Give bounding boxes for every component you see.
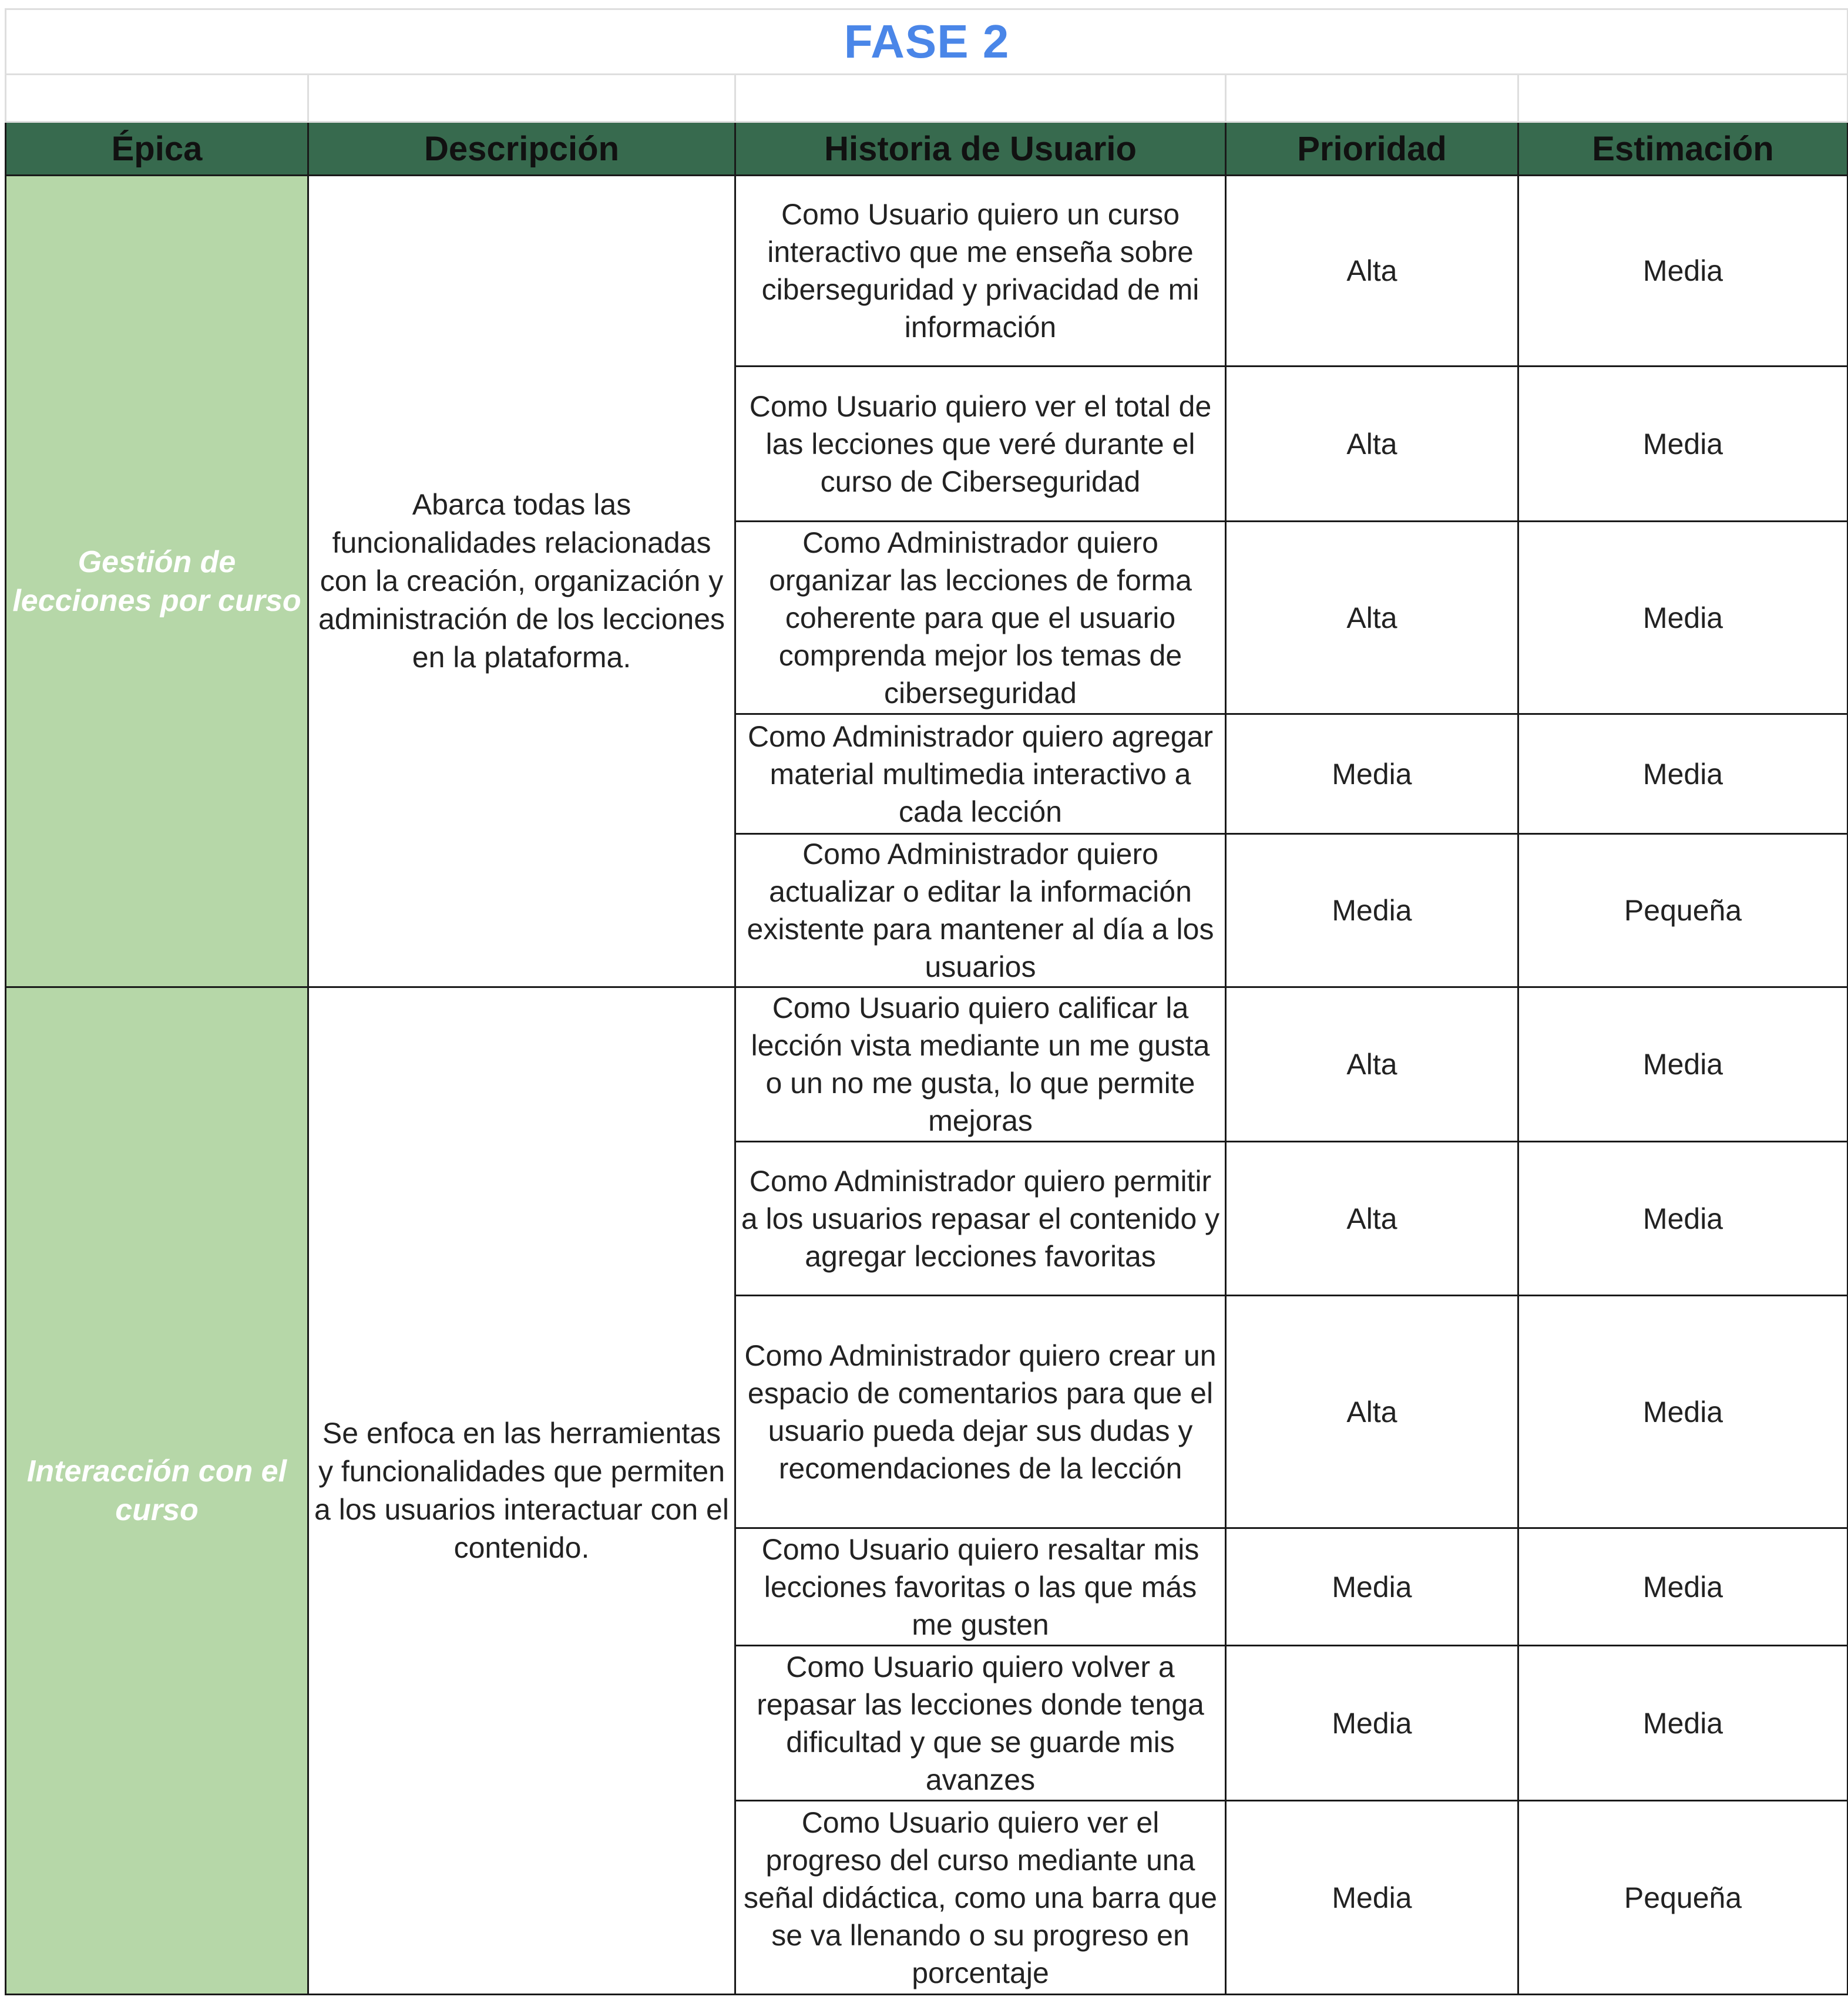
story-cell[interactable]: Como Usuario quiero volver a repasar las lecciones donde tenga dificultad y que se guarde mis avanzes xyxy=(735,1646,1226,1801)
epic-cell[interactable]: Gestión de lecciones por curso xyxy=(6,176,308,987)
story-cell[interactable]: Como Usuario quiero ver el progreso del curso mediante una señal didáctica, como una barra que se va llenando o su progreso en porcentaje xyxy=(735,1801,1226,1995)
estimate-cell[interactable]: Media xyxy=(1518,1528,1848,1646)
priority-cell[interactable]: Media xyxy=(1226,1801,1518,1995)
backlog-table xyxy=(5,8,1848,1995)
empty-cell[interactable] xyxy=(1518,75,1848,122)
estimate-cell[interactable]: Media xyxy=(1518,987,1848,1142)
priority-cell[interactable]: Media xyxy=(1226,1646,1518,1801)
empty-cell[interactable] xyxy=(6,75,308,122)
priority-cell[interactable]: Alta xyxy=(1226,1296,1518,1528)
empty-cell[interactable] xyxy=(1226,75,1518,122)
table-row xyxy=(6,176,1848,367)
estimate-cell[interactable]: Media xyxy=(1518,1142,1848,1296)
description-cell[interactable]: Se enfoca en las herramientas y funcionalidades que permiten a los usuarios interactuar con el contenido. xyxy=(308,987,735,1995)
story-cell[interactable]: Como Administrador quiero agregar material multimedia interactivo a cada lección xyxy=(735,714,1226,834)
story-cell[interactable]: Como Administrador quiero crear un espacio de comentarios para que el usuario pueda dejar sus dudas y recomendaciones de la lección xyxy=(735,1296,1226,1528)
priority-cell[interactable]: Alta xyxy=(1226,987,1518,1142)
estimate-cell[interactable]: Media xyxy=(1518,522,1848,714)
page-title: FASE 2 xyxy=(6,9,1848,75)
estimate-cell[interactable]: Media xyxy=(1518,1296,1848,1528)
estimate-cell[interactable]: Pequeña xyxy=(1518,1801,1848,1995)
priority-cell[interactable]: Media xyxy=(1226,1528,1518,1646)
priority-cell[interactable]: Media xyxy=(1226,834,1518,987)
empty-cell[interactable] xyxy=(735,75,1226,122)
estimate-cell[interactable]: Media xyxy=(1518,1646,1848,1801)
story-cell[interactable]: Como Usuario quiero un curso interactivo que me enseña sobre ciberseguridad y privacidad de mi información xyxy=(735,176,1226,367)
empty-cell[interactable] xyxy=(308,75,735,122)
description-cell[interactable]: Abarca todas las funcionalidades relacionadas con la creación, organización y administración de los lecciones en la plataforma. xyxy=(308,176,735,987)
priority-cell[interactable]: Media xyxy=(1226,714,1518,834)
header-story: Historia de Usuario xyxy=(735,122,1226,176)
story-cell[interactable]: Como Administrador quiero actualizar o editar la información existente para mantener al día a los usuarios xyxy=(735,834,1226,987)
story-cell[interactable]: Como Usuario quiero ver el total de las lecciones que veré durante el curso de Ciberseguridad xyxy=(735,367,1226,522)
priority-cell[interactable]: Alta xyxy=(1226,176,1518,367)
story-cell[interactable]: Como Administrador quiero permitir a los usuarios repasar el contenido y agregar lecciones favoritas xyxy=(735,1142,1226,1296)
epic-cell[interactable]: Interacción con el curso xyxy=(6,987,308,1995)
header-estimate: Estimación xyxy=(1518,122,1848,176)
estimate-cell[interactable]: Media xyxy=(1518,714,1848,834)
header-priority: Prioridad xyxy=(1226,122,1518,176)
story-cell[interactable]: Como Usuario quiero calificar la lección vista mediante un me gusta o un no me gusta, lo que permite mejoras xyxy=(735,987,1226,1142)
estimate-cell[interactable]: Media xyxy=(1518,176,1848,367)
priority-cell[interactable]: Alta xyxy=(1226,367,1518,522)
estimate-cell[interactable]: Media xyxy=(1518,367,1848,522)
story-cell[interactable]: Como Usuario quiero resaltar mis lecciones favoritas o las que más me gusten xyxy=(735,1528,1226,1646)
priority-cell[interactable]: Alta xyxy=(1226,1142,1518,1296)
story-cell[interactable]: Como Administrador quiero organizar las lecciones de forma coherente para que el usuario comprenda mejor los temas de ciberseguridad xyxy=(735,522,1226,714)
table-row xyxy=(6,987,1848,1142)
header-description: Descripción xyxy=(308,122,735,176)
priority-cell[interactable]: Alta xyxy=(1226,522,1518,714)
estimate-cell[interactable]: Pequeña xyxy=(1518,834,1848,987)
header-epic: Épica xyxy=(6,122,308,176)
